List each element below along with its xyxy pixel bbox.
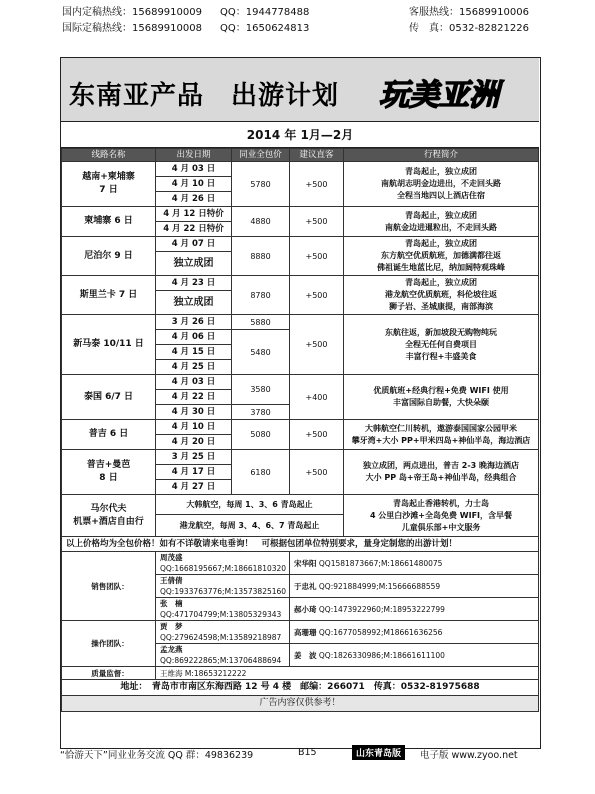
qq-2: QQ：1650624813 bbox=[220, 23, 310, 34]
trade-price: 8780 bbox=[232, 276, 290, 315]
banner-title: 东南亚产品 出游计划 bbox=[69, 81, 340, 111]
route-name: 越南+柬埔寨 7 日 bbox=[62, 162, 156, 207]
price-note: 以上价格均为全包价格！如有不详敬请来电垂询！ 可根据包团单位特别要求，量身定制您的出游计划！ bbox=[62, 537, 539, 552]
route-name: 普吉 6 日 bbox=[62, 420, 156, 450]
contact: 王倩倩 QQ:1933763776;M:13573825160 bbox=[156, 575, 290, 598]
table-row bbox=[62, 375, 539, 390]
departure-date: 4 月 07 日 bbox=[156, 237, 232, 252]
domestic-hotline: 国内定稿热线：15689910009 bbox=[62, 7, 202, 18]
departure-date: 4 月 10 日 bbox=[156, 177, 232, 192]
service-hotline: 客服热线：15689910006 bbox=[409, 7, 529, 18]
col-header: 同业全包价 bbox=[232, 149, 290, 162]
route-desc: 青岛起止，独立成团 东方航空优质航班，加德满都往返 佛祖诞生地蓝比尼，纳加阔特观珠峰 bbox=[344, 237, 539, 276]
contact: 周茂盛 QQ:1668195667;M:18661810320 bbox=[156, 552, 290, 575]
departure-date: 4 月 10 日 bbox=[156, 420, 232, 435]
website: 电子版 www.zyoo.net bbox=[420, 750, 518, 761]
period-title: 2014 年 1月—2月 bbox=[61, 122, 539, 148]
col-header: 出发日期 bbox=[156, 149, 232, 162]
table-row bbox=[62, 237, 539, 252]
intl-hotline: 国际定稿热线：15689910008 bbox=[62, 23, 202, 34]
ad-panel bbox=[60, 57, 541, 749]
table-row bbox=[62, 552, 539, 575]
trade-price: 6180 bbox=[232, 450, 290, 495]
trade-price: 3780 bbox=[232, 405, 290, 420]
route-desc: 大韩航空仁川转机，遨游泰国国家公园甲米 攀牙湾+大小 PP+甲米四岛+神仙半岛，海边酒店 bbox=[344, 420, 539, 450]
client-price: +500 bbox=[290, 276, 344, 315]
trade-price: 4880 bbox=[232, 207, 290, 237]
route-name: 泰国 6/7 日 bbox=[62, 375, 156, 420]
table-row bbox=[62, 495, 539, 515]
table-row bbox=[62, 537, 539, 552]
qc-label: 质量监督： bbox=[62, 667, 156, 680]
qc-contact: 王维海 M:18653212222 bbox=[156, 667, 539, 680]
table-row bbox=[62, 450, 539, 465]
trade-price: 3580 bbox=[232, 375, 290, 405]
route-desc: 东航往返，新加坡段无购物纯玩 全程无任何自费项目 丰富行程+丰盛美食 bbox=[344, 315, 539, 375]
route-name: 新马泰 10/11 日 bbox=[62, 315, 156, 375]
table-header-row bbox=[62, 149, 539, 162]
client-price: +500 bbox=[290, 315, 344, 375]
private-group: 独立成团 bbox=[156, 291, 232, 315]
contact: 孟龙燕 QQ:869222865;M:13706488694 bbox=[156, 644, 290, 667]
col-header: 行程简介 bbox=[344, 149, 539, 162]
trade-price: 5880 bbox=[232, 315, 290, 330]
flight-offer: 大韩航空，每周 1、3、6 青岛起止 bbox=[156, 495, 344, 515]
contact: 姜 波 QQ:1826330986;M:18661611100 bbox=[290, 644, 539, 667]
brand-logo: 玩美亚洲 bbox=[379, 78, 499, 113]
route-desc: 青岛起止香港转机，力士岛 4 公里白沙滩+全岛免费 WIFI，含早餐 儿童俱乐部+中文服务 bbox=[344, 495, 539, 537]
route-name: 尼泊尔 9 日 bbox=[62, 237, 156, 276]
route-name: 斯里兰卡 7 日 bbox=[62, 276, 156, 315]
table-row bbox=[62, 420, 539, 435]
ad-disclaimer: 广告内容仅供参考！ bbox=[62, 696, 539, 712]
fax: 传 真：0532-82821226 bbox=[409, 23, 529, 34]
contact: 宋华阳 QQ1581873667;M:18661480075 bbox=[290, 552, 539, 575]
route-desc: 青岛起止，独立成团 南航金边进暹粒出，不走回头路 bbox=[344, 207, 539, 237]
contact: 贾 梦 QQ:279624598;M:13589218987 bbox=[156, 621, 290, 644]
col-header: 线路名称 bbox=[62, 149, 156, 162]
table-row bbox=[62, 276, 539, 291]
col-header: 建议直客 bbox=[290, 149, 344, 162]
trade-price: 5480 bbox=[232, 330, 290, 375]
route-desc: 青岛起止，独立成团 港龙航空优质航班，科伦坡往返 狮子岩、圣城康提，南部海滨 bbox=[344, 276, 539, 315]
departure-date: 3 月 26 日 bbox=[156, 315, 232, 330]
table-row bbox=[62, 680, 539, 696]
contact: 于忠礼 QQ:921884999;M:15666688559 bbox=[290, 575, 539, 598]
contact: 郝小琦 QQ:1473922960;M:18953222799 bbox=[290, 598, 539, 621]
route-desc: 独立成团，两点进出，普吉 2-3 晚海边酒店 大小 PP 岛+帝王岛+神仙半岛，经典组合 bbox=[344, 450, 539, 495]
departure-date: 4 月 25 日 bbox=[156, 360, 232, 375]
departure-date: 4 月 22 日特价 bbox=[156, 222, 232, 237]
contact: 高珊珊 QQ:1677058992;M18661636256 bbox=[290, 621, 539, 644]
departure-date: 3 月 25 日 bbox=[156, 450, 232, 465]
flight-offer: 港龙航空，每周 3、4、6、7 青岛起止 bbox=[156, 515, 344, 537]
route-desc: 青岛起止，独立成团 南航胡志明金边进出，不走回头路 全程当地四以上酒店住宿 bbox=[344, 162, 539, 207]
table-row bbox=[62, 315, 539, 330]
client-price: +500 bbox=[290, 237, 344, 276]
departure-date: 4 月 17 日 bbox=[156, 465, 232, 480]
client-price: +500 bbox=[290, 162, 344, 207]
route-table bbox=[61, 148, 539, 712]
client-price: +400 bbox=[290, 375, 344, 420]
route-name: 普吉+曼芭 8 日 bbox=[62, 450, 156, 495]
route-name: 柬埔寨 6 日 bbox=[62, 207, 156, 237]
departure-date: 4 月 20 日 bbox=[156, 435, 232, 450]
sales-team-label: 销售团队： bbox=[62, 552, 156, 621]
client-price: +500 bbox=[290, 450, 344, 495]
departure-date: 4 月 26 日 bbox=[156, 192, 232, 207]
trade-price: 8880 bbox=[232, 237, 290, 276]
departure-date: 4 月 22 日 bbox=[156, 390, 232, 405]
departure-date: 4 月 03 日 bbox=[156, 375, 232, 390]
private-group: 独立成团 bbox=[156, 252, 232, 276]
client-price: +500 bbox=[290, 420, 344, 450]
route-desc: 优质航班+经典行程+免费 WIFI 使用 丰富国际自助餐，大快朵颐 bbox=[344, 375, 539, 420]
route-name: 马尔代夫 机票+酒店自由行 bbox=[62, 495, 156, 537]
paper-edition: 山东青岛版 bbox=[352, 745, 405, 760]
banner bbox=[61, 58, 539, 122]
departure-date: 4 月 12 日特价 bbox=[156, 207, 232, 222]
trade-price: 5780 bbox=[232, 162, 290, 207]
table-row bbox=[62, 207, 539, 222]
contact: 张 楠 QQ:471704799;M:13805329343 bbox=[156, 598, 290, 621]
table-row bbox=[62, 621, 539, 644]
address: 地址： 青岛市市南区东海西路 12 号 4 楼 邮编：266071 传真：0532-81975688 bbox=[62, 680, 539, 696]
trade-price: 5080 bbox=[232, 420, 290, 450]
page-number: B15 bbox=[298, 747, 317, 758]
departure-date: 4 月 06 日 bbox=[156, 330, 232, 345]
client-price: +500 bbox=[290, 207, 344, 237]
table-row bbox=[62, 667, 539, 680]
table-row bbox=[62, 696, 539, 712]
departure-date: 4 月 15 日 bbox=[156, 345, 232, 360]
footer-qq-group: “恰游天下”同业业务交流 QQ 群：49836239 bbox=[60, 750, 254, 761]
departure-date: 4 月 30 日 bbox=[156, 405, 232, 420]
table-row bbox=[62, 162, 539, 177]
departure-date: 4 月 23 日 bbox=[156, 276, 232, 291]
departure-date: 4 月 03 日 bbox=[156, 162, 232, 177]
qq-1: QQ：1944778488 bbox=[220, 7, 310, 18]
departure-date: 4 月 27 日 bbox=[156, 480, 232, 495]
ops-team-label: 操作团队： bbox=[62, 621, 156, 667]
